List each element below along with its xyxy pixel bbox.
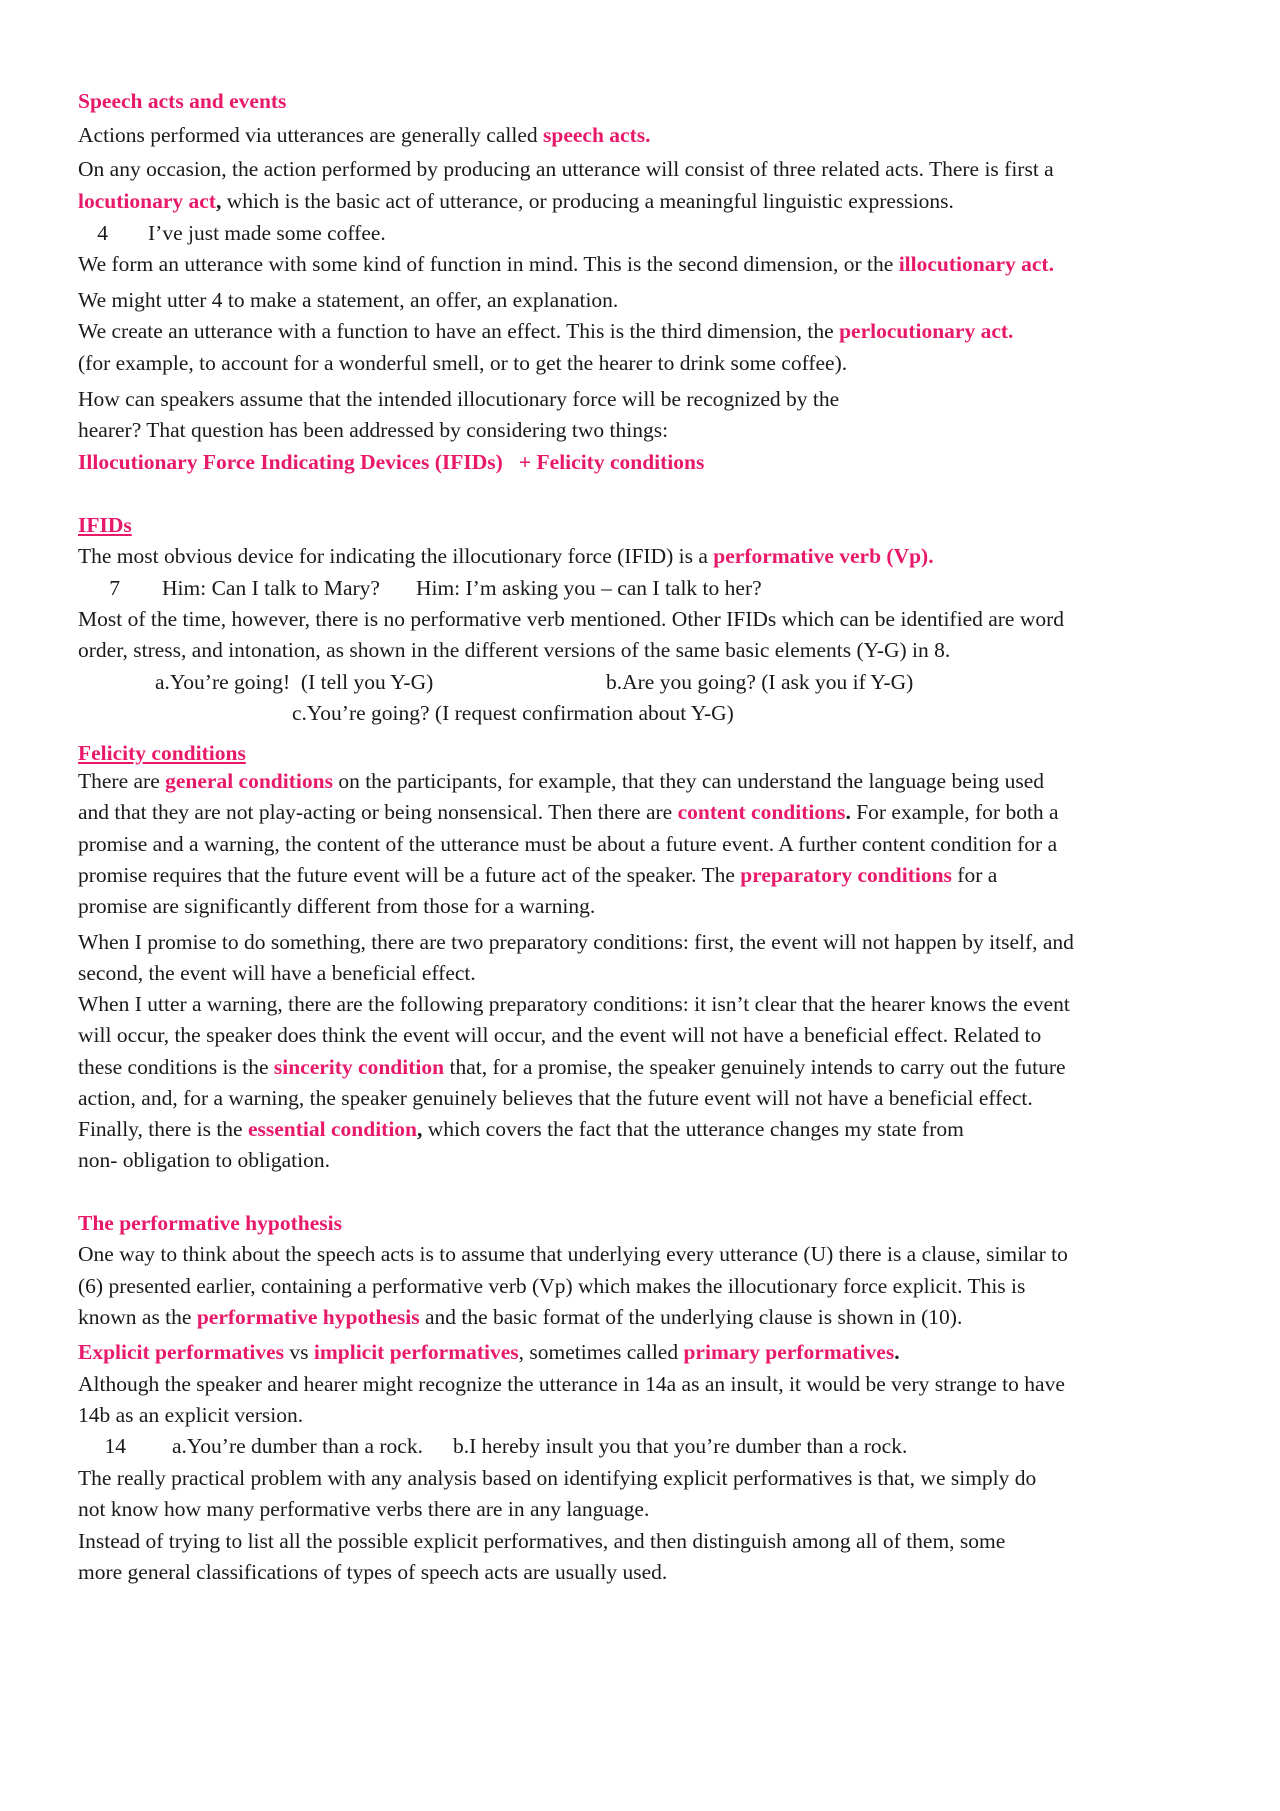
paragraph-line: will occur, the speaker does think the event will occur, and the event will not have a beneficial effect. Related to (78, 1023, 1042, 1047)
term-sincerity-condition: sincerity condition (273, 1055, 445, 1079)
paragraph-line: We form an utterance with some kind of function in mind. This is the second dimension, or the illocutionary act. (78, 252, 1054, 276)
term-essential-condition: essential condition (247, 1117, 418, 1141)
paragraph-line: 14b as an explicit version. (78, 1403, 304, 1427)
paragraph-line: One way to think about the speech acts is to assume that underlying every utterance (U) there is a clause, similar to (78, 1242, 1068, 1266)
term-perlocutionary-act: perlocutionary act. (839, 319, 1014, 343)
ifids-felicity-line: Illocutionary Force Indicating Devices (IFIDs) + Felicity conditions (78, 450, 705, 474)
term-general-conditions: general conditions (165, 769, 333, 793)
example-number: 7 (109, 576, 120, 600)
term-preparatory-conditions: preparatory conditions (740, 863, 952, 887)
example-8c: c.You’re going? (I request confirmation about Y-G) (292, 701, 734, 725)
example-7: 7 Him: Can I talk to Mary? Him: I’m asking you – can I talk to her? (78, 575, 762, 601)
term-implicit-performatives: implicit performatives (313, 1340, 519, 1364)
example-4: 4 I’ve just made some coffee. (78, 220, 386, 246)
paragraph-line: The most obvious device for indicating the illocutionary force (IFID) is a performative verb (Vp). (78, 544, 934, 568)
paragraph-line: (6) presented earlier, containing a performative verb (Vp) which makes the illocutionary force explicit. This is (78, 1274, 1026, 1298)
heading-speech-acts: Speech acts and events (78, 89, 287, 113)
paragraph-line: Instead of trying to list all the possible explicit performatives, and then distinguish among all of them, some (78, 1529, 1006, 1553)
paragraph-line: When I promise to do something, there are two preparatory conditions: first, the event will not happen by itself, and (78, 930, 1074, 954)
paragraph-line: There are general conditions on the participants, for example, that they can understand the language being used (78, 769, 1045, 793)
term-primary-performatives: primary performatives (683, 1340, 895, 1364)
heading-felicity-conditions: Felicity conditions (78, 741, 246, 765)
paragraph-line: promise are significantly different from those for a warning. (78, 894, 596, 918)
paragraph-line: order, stress, and intonation, as shown in the different versions of the same basic elements (Y-G) in 8. (78, 638, 951, 662)
example-number: 4 (97, 221, 108, 245)
paragraph-line: promise requires that the future event will be a future act of the speaker. The preparatory conditions for a (78, 863, 998, 887)
paragraph-line: Actions performed via utterances are generally called speech acts. (78, 123, 651, 147)
paragraph-line: locutionary act, which is the basic act of utterance, or producing a meaningful linguistic expressions. (78, 189, 954, 213)
paragraph-line: The really practical problem with any analysis based on identifying explicit performatives is that, we simply do (78, 1466, 1037, 1490)
paragraph-line: Most of the time, however, there is no performative verb mentioned. Other IFIDs which can be identified are word (78, 607, 1065, 631)
term-explicit-performatives: Explicit performatives (78, 1340, 284, 1364)
paragraph-line: How can speakers assume that the intended illocutionary force will be recognized by the (78, 387, 840, 411)
example-8a: a.You’re going! (I tell you Y-G) (155, 670, 434, 694)
paragraph-line: more general classifications of types of speech acts are usually used. (78, 1560, 668, 1584)
paragraph-line: action, and, for a warning, the speaker genuinely believes that the future event will not have a beneficial effect. (78, 1086, 1033, 1110)
paragraph-line: second, the event will have a beneficial effect. (78, 961, 476, 985)
paragraph-line: Explicit performatives vs implicit performatives, sometimes called primary performatives. (78, 1340, 900, 1364)
paragraph-line: We might utter 4 to make a statement, an offer, an explanation. (78, 288, 619, 312)
heading-performative-hypothesis: The performative hypothesis (78, 1211, 342, 1235)
term-illocutionary-act: illocutionary act. (898, 252, 1054, 276)
paragraph-line: We create an utterance with a function to have an effect. This is the third dimension, the perlocutionary act. (78, 319, 1014, 343)
paragraph-line: these conditions is the sincerity condition that, for a promise, the speaker genuinely intends to carry out the future (78, 1055, 1066, 1079)
paragraph-line: non- obligation to obligation. (78, 1148, 331, 1172)
term-speech-acts: speech acts. (543, 123, 651, 147)
paragraph-line: Although the speaker and hearer might recognize the utterance in 14a as an insult, it would be very strange to have (78, 1372, 1065, 1396)
term-content-conditions: content conditions (677, 800, 846, 824)
paragraph-line: (for example, to account for a wonderful smell, or to get the hearer to drink some coffee). (78, 351, 848, 375)
paragraph-line: On any occasion, the action performed by producing an utterance will consist of three related acts. There is first a (78, 157, 1054, 181)
paragraph-line: Finally, there is the essential condition, which covers the fact that the utterance changes my state from (78, 1117, 964, 1141)
paragraph-line: promise and a warning, the content of the utterance must be about a future event. A further content condition for a (78, 832, 1058, 856)
paragraph-line: and that they are not play-acting or being nonsensical. Then there are content conditions. For example, for both a (78, 800, 1059, 824)
paragraph-line: hearer? That question has been addressed by considering two things: (78, 418, 669, 442)
term-locutionary-act: locutionary act (78, 189, 216, 213)
term-performative-hypothesis: performative hypothesis (196, 1305, 420, 1329)
heading-ifids: IFIDs (78, 513, 132, 537)
paragraph-line: known as the performative hypothesis and the basic format of the underlying clause is shown in (10). (78, 1305, 963, 1329)
term-performative-verb: performative verb (Vp). (713, 544, 934, 568)
example-8b: b.Are you going? (I ask you if Y-G) (606, 670, 914, 694)
example-number: 14 (104, 1434, 126, 1458)
paragraph-line: When I utter a warning, there are the following preparatory conditions: it isn’t clear that the hearer knows the event (78, 992, 1070, 1016)
example-14: 14 a.You’re dumber than a rock. b.I hereby insult you that you’re dumber than a rock. (78, 1433, 907, 1459)
paragraph-line: not know how many performative verbs there are in any language. (78, 1497, 650, 1521)
